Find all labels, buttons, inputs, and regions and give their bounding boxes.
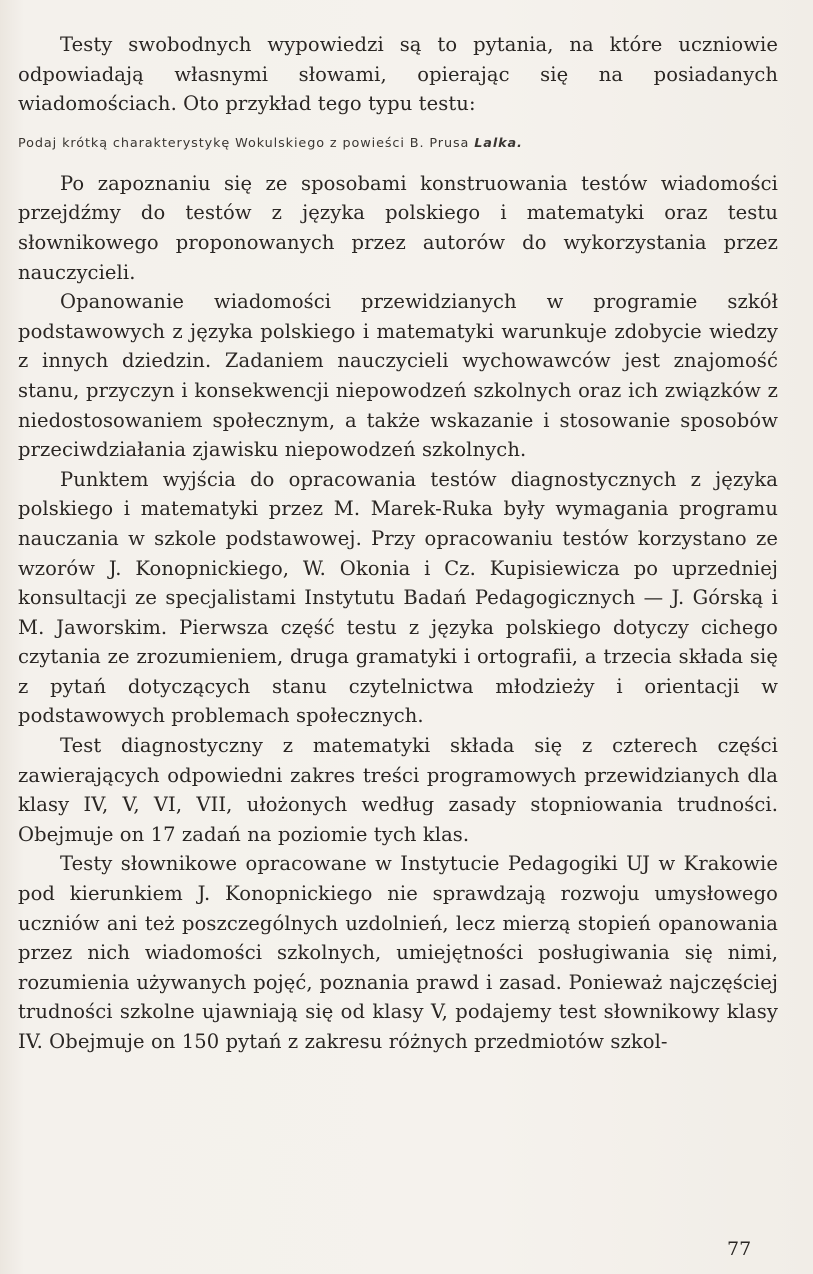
paragraph-math-test: Test diagnostyczny z matematyki składa się z czterech części zawierających odpowiedni zakres treści programowych przewidzianych dla klasy IV, V, VI, VII, ułożonych według zasady stopniowania trudności. Obejmuje on 17 zadań na poziomie tych klas. <box>18 734 778 846</box>
page-number: 77 <box>727 1238 752 1260</box>
example-question-text: Podaj krótką charakterystykę Wokulskiego z powieści B. Prusa <box>18 135 470 151</box>
paragraph-curriculum: Opanowanie wiadomości przewidzianych w programie szkół podstawowych z języka polskiego i matematyki warunkuje zdobycie wiedzy z innych dziedzin. Zadaniem nauczycieli wychowawców jest znajomość stanu, przyczyn i konsekwencji niepowodzeń szkolnych oraz ich związków z niedostosowaniem społecznym, a także wskazanie i stosowanie sposobów przeciwdziałania zjawisku niepowodzeń szkolnych. <box>18 290 778 462</box>
example-book-title: Lalka. <box>474 135 523 151</box>
paragraph-vocabulary-tests: Testy słownikowe opracowane w Instytucie Pedagogiki UJ w Krakowie pod kierunkiem J. Konopnickiego nie sprawdzają rozwoju umysłowego uczniów ani też poszczególnych uzdolnień, lecz mierzą stopień opanowania przez nich wiadomości szkolnych, umiejętności posługiwania się nimi, rozumienia używanych pojęć, poznania prawd i zasad. Ponieważ najczęściej trudności szkolne ujawniają się od klasy V, podajemy test słownikowy klasy IV. Obejmuje on 150 pytań z zakresu różnych przedmiotów szkol- <box>18 852 778 1053</box>
page-body <box>18 30 778 1057</box>
example-question <box>18 135 778 153</box>
paragraph-open-tests: Testy swobodnych wypowiedzi są to pytania, na które uczniowie odpowiadają własnymi słowami, opierając się na posiadanych wiadomościach. Oto przykład tego typu testu: <box>18 33 778 116</box>
paragraph-transition: Po zapoznaniu się ze sposobami konstruowania testów wiadomości przejdźmy do testów z języka polskiego i matematyki oraz testu słownikowego proponowanych przez autorów do wykorzystania przez nauczycieli. <box>18 171 778 284</box>
paragraph-diagnostic-tests: Punktem wyjścia do opracowania testów diagnostycznych z języka polskiego i matematyki przez M. Marek-Ruka były wymagania programu nauczania w szkole podstawowej. Przy opracowaniu testów korzystano ze wzorów J. Konopnickiego, W. Okonia i Cz. Kupisiewicza po uprzedniej konsultacji ze specjalistami Instytutu Badań Pedagogicznych — J. Górską i M. Jaworskim. Pierwsza część testu z języka polskiego dotyczy cichego czytania ze zrozumieniem, druga gramatyki i ortografii, a trzecia składa się z pytań dotyczących stanu czytelnictwa młodzieży i orientacji w podstawowych problemach społecznych. <box>18 467 778 728</box>
